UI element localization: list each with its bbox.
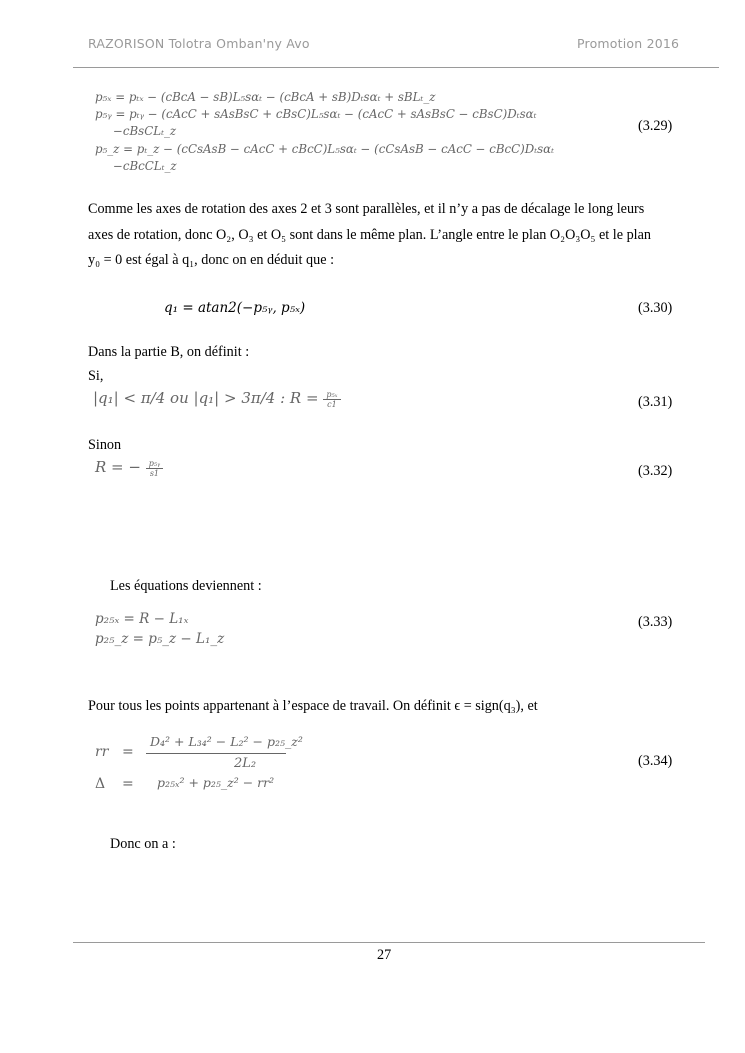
eq-3-34-delta-equals: = <box>122 776 134 792</box>
eq-3-31-fraction <box>323 390 340 409</box>
eq-3-31-denominator: c1 <box>327 399 337 409</box>
para2-line1: Dans la partie B, on définit : <box>88 344 250 360</box>
para1-line1: Comme les axes de rotation des axes 2 et 3 sont parallèles, et il n’y a pas de décalage le long leurs <box>88 201 645 217</box>
eq-3-33-number: (3.33) <box>638 614 673 630</box>
para3: Les équations deviennent : <box>110 578 262 594</box>
eq-3-32-left: R = − <box>95 458 141 476</box>
eq-3-34-rr-lhs: rr <box>95 744 109 760</box>
header-rule <box>73 67 719 68</box>
header-promotion: Promotion 2016 <box>577 36 680 51</box>
eq-3-32-number: (3.32) <box>638 463 673 479</box>
sinon-label: Sinon <box>88 437 122 453</box>
eq-3-31-body <box>93 389 341 409</box>
eq-3-34-rr-denominator: 2L₂ <box>234 756 257 771</box>
para1-line3: y₀ = 0 est égal à q₁, donc on en déduit que : <box>88 252 335 268</box>
eq-3-29-line1: p₅ₓ = pₜₓ − (cBcA − sB)L₅sαₜ − (cBcA + sB)Dₜsαₜ + sBLₜ_z <box>95 90 436 104</box>
eq-3-32-denominator: s1 <box>149 468 160 478</box>
eq-3-29-line4: p₅_z = pₜ_z − (cCsAsB − cAcC + cBcC)L₅sαₜ − (cCsAsB − cAcC − cBcC)Dₜsαₜ <box>95 142 555 156</box>
para2-line2: Si, <box>88 368 104 384</box>
eq-3-34-fraction-bar <box>146 753 286 754</box>
eq-3-29-line2: p₅ᵧ = pₜᵧ − (cAcC + sAsBsC + cBsC)L₅sαₜ − (cAcC + sAsBsC − cBsC)Dₜsαₜ <box>95 107 537 121</box>
para1-line2: axes de rotation, donc O₂, O₃ et O₅ sont dans le même plan. L’angle entre le plan O₂O₃O₅ et le plan <box>88 227 651 243</box>
eq-3-33-line1: p₂₅ₓ = R − L₁ₓ <box>95 611 189 627</box>
page-number: 27 <box>377 947 392 963</box>
eq-3-29-line5: −cBcCLₜ_z <box>113 159 177 173</box>
eq-3-34-delta-rhs: p₂₅ₓ² + p₂₅_z² − rr² <box>157 775 275 790</box>
eq-3-31-numerator: p₅ₓ <box>323 390 340 400</box>
eq-3-32-numerator: p₅ᵧ <box>146 459 163 469</box>
para4: Pour tous les points appartenant à l’espace de travail. On définit ϵ = sign(q₃), et <box>88 698 538 714</box>
eq-3-34-number: (3.34) <box>638 753 673 769</box>
eq-3-34-rr-numerator: D₄² + L₃₄² − L₂² − p₂₅_z² <box>150 734 303 749</box>
eq-3-30-number: (3.30) <box>638 300 673 316</box>
header-author: RAZORISON Tolotra Omban'ny Avo <box>88 36 310 51</box>
eq-3-32-body <box>95 458 163 478</box>
eq-3-34-rr-equals: = <box>122 744 134 760</box>
eq-3-31-left: |q₁| < π/4 ou |q₁| > 3π/4 : R = <box>93 389 319 407</box>
eq-3-32-fraction <box>146 459 163 478</box>
eq-3-33-line2: p₂₅_z = p₅_z − L₁_z <box>95 631 225 647</box>
eq-3-31-number: (3.31) <box>638 394 673 410</box>
eq-3-30-body: q₁ = atan2(−p₅ᵧ, p₅ₓ) <box>164 300 306 316</box>
footer-rule <box>73 942 705 943</box>
eq-3-29-number: (3.29) <box>638 118 673 134</box>
para5: Donc on a : <box>110 836 176 852</box>
eq-3-34-delta-lhs: Δ <box>95 776 106 792</box>
eq-3-29-line3: −cBsCLₜ_z <box>113 124 177 138</box>
